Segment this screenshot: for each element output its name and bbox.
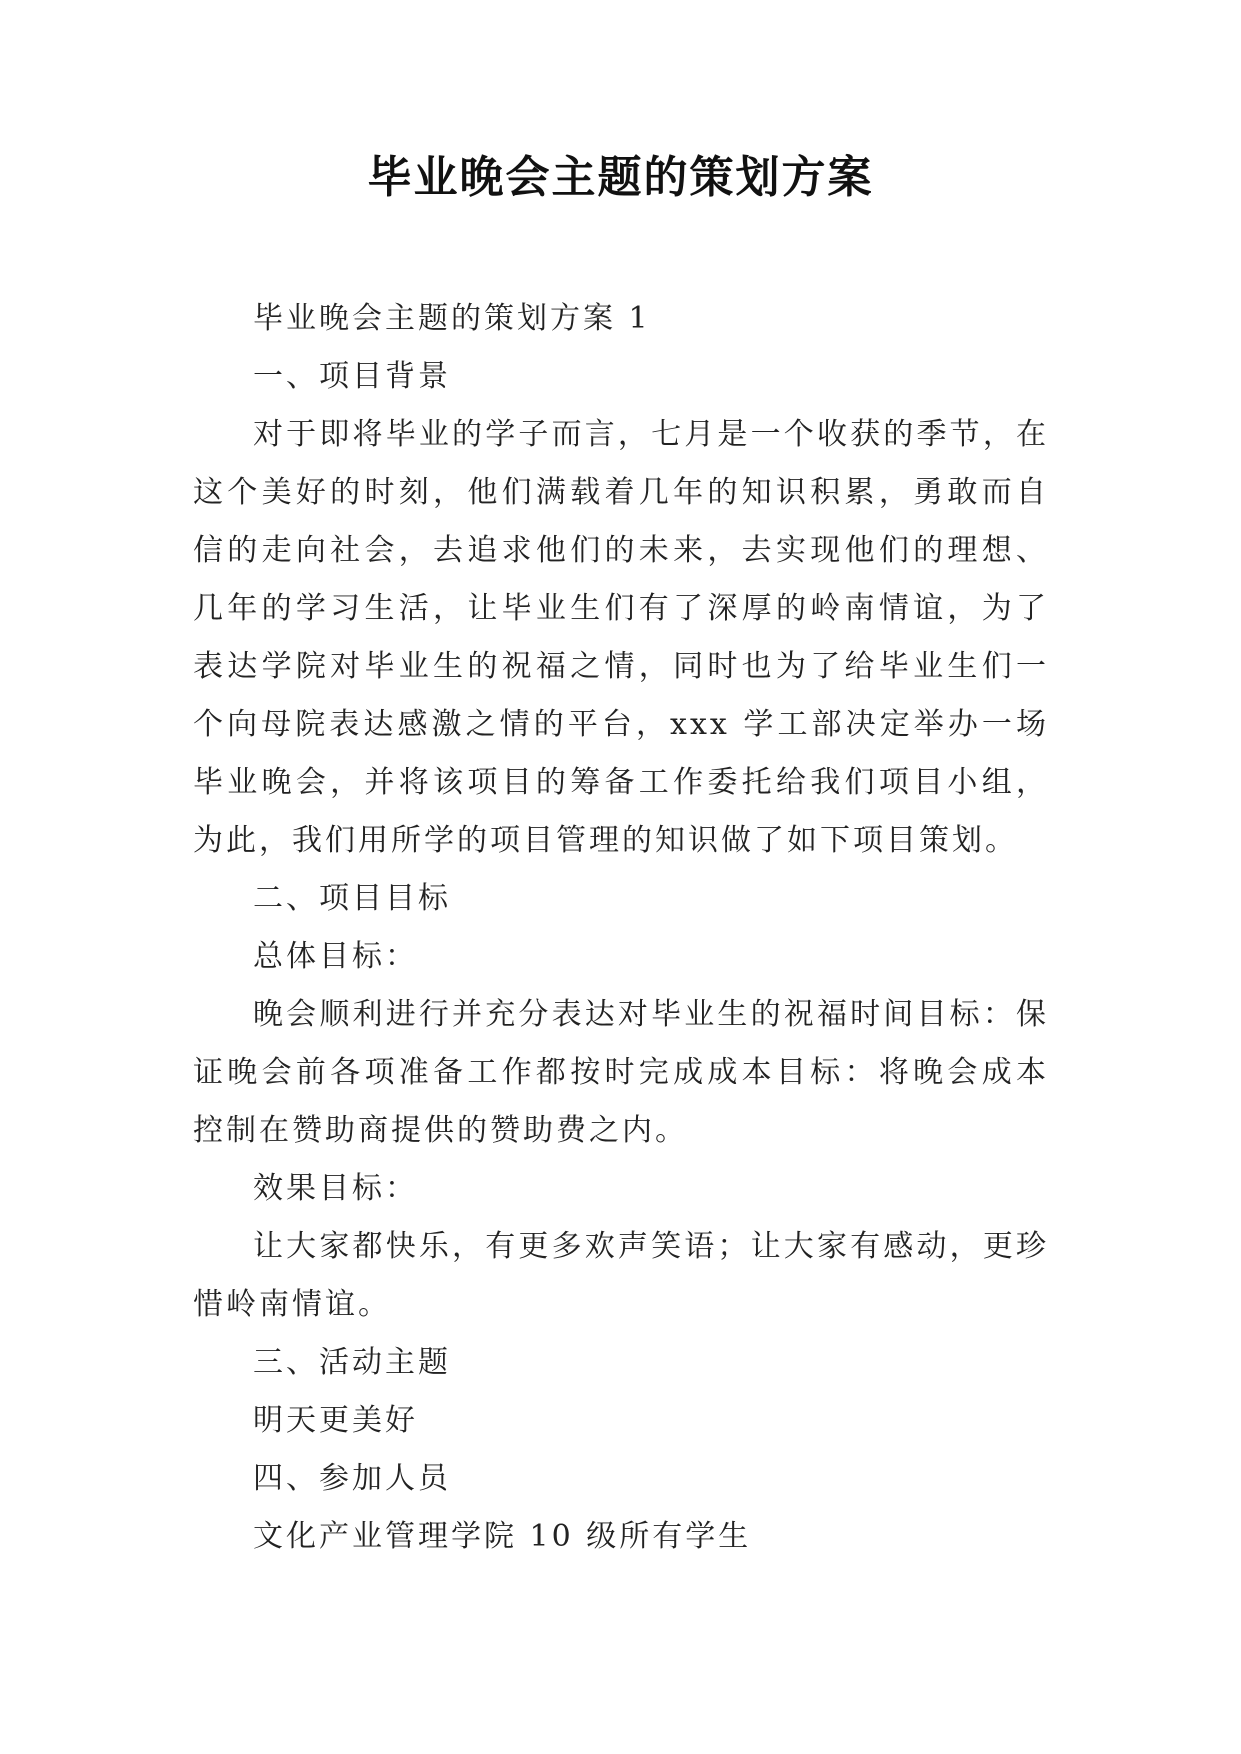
label-effect-goal: 效果目标： [253,1171,418,1206]
paragraph-theme: 明天更美好 [253,1403,418,1438]
paragraph-effect-goal: 让大家都快乐，有更多欢声笑语；让大家有感动，更珍惜岭南情谊。 [193,1229,1049,1322]
heading-project-goals: 二、项目目标 [253,881,451,916]
heading-project-background: 一、项目背景 [253,359,451,394]
paragraph-participants: 文化产业管理学院 10 级所有学生 [253,1519,752,1554]
heading-activity-theme: 三、活动主题 [253,1345,451,1380]
section-subtitle: 毕业晚会主题的策划方案 1 [253,301,651,336]
document-title: 毕业晚会主题的策划方案 [367,152,874,203]
heading-participants: 四、参加人员 [253,1461,451,1496]
document-body [193,290,1049,1566]
label-overall-goal: 总体目标： [253,939,418,974]
paragraph-background: 对于即将毕业的学子而言，七月是一个收获的季节，在这个美好的时刻，他们满载着几年的知识积累，勇敢而自信的走向社会，去追求他们的未来，去实现他们的理想、几年的学习生活，让毕业生们有了深厚的岭南情谊，为了表达学院对毕业生的祝福之情，同时也为了给毕业生们一个向母院表达感激之情的平台，xxx 学工部决定举办一场毕业晚会，并将该项目的筹备工作委托给我们项目小组，为此，我们用所学的项目管理的知识做了如下项目策划。 [193,417,1049,858]
paragraph-overall-goal: 晚会顺利进行并充分表达对毕业生的祝福时间目标：保证晚会前各项准备工作都按时完成成本目标：将晚会成本控制在赞助商提供的赞助费之内。 [193,997,1049,1148]
